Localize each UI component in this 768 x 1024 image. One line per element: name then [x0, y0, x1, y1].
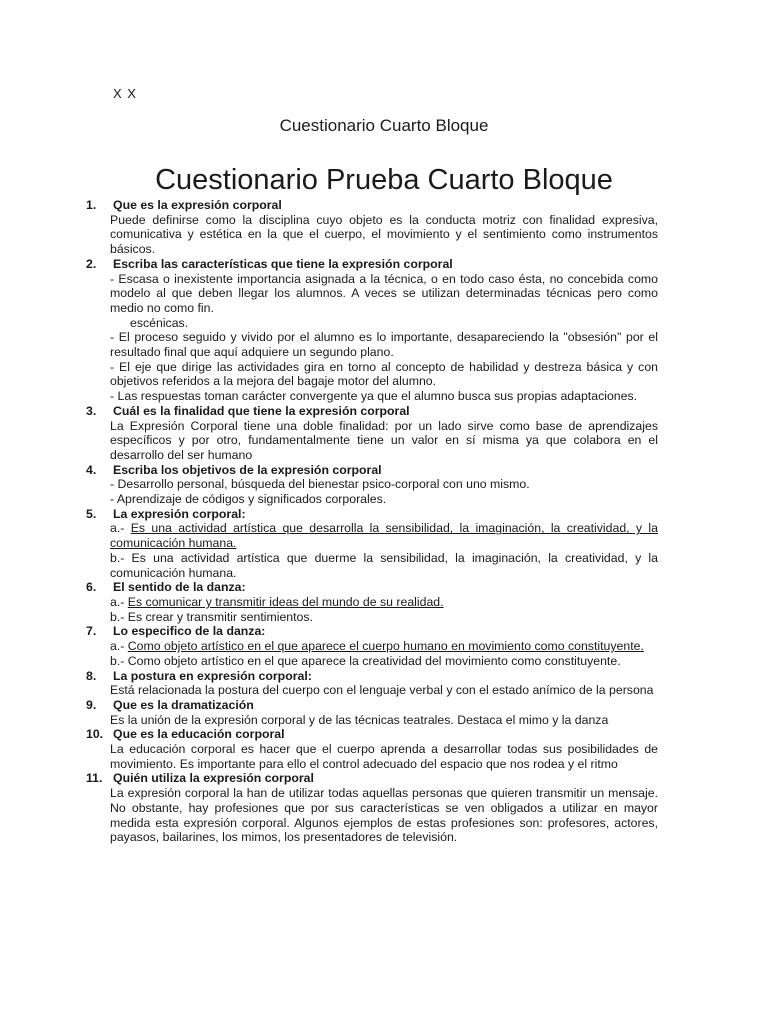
header-marker: X X	[113, 86, 137, 101]
question-heading	[86, 463, 658, 478]
question-heading	[86, 580, 658, 595]
answer-paragraph	[110, 330, 658, 359]
answer-paragraph	[110, 742, 658, 771]
question-number: 2.	[86, 256, 97, 271]
question-number: 9.	[86, 697, 97, 712]
question-number: 4.	[86, 462, 97, 477]
question-item	[86, 624, 658, 668]
question-heading	[86, 404, 658, 419]
answer-text: - Aprendizaje de códigos y significados corporales.	[110, 492, 387, 507]
answer-text: - Escasa o inexistente importancia asignada a la técnica, o en todo caso ésta, no concebida como modelo al que deben llegar los alumnos. A veces se utilizan determinadas técnicas pero como medio no como fin.	[110, 271, 658, 315]
answer-text: - El proceso seguido y vivido por el alumno es lo importante, desapareciendo la "obsesión" por el resultado final que aquí adquiere un segundo plano.	[110, 330, 658, 360]
question-number: 1.	[86, 198, 97, 212]
question-item	[86, 463, 658, 507]
answer-body	[86, 521, 658, 580]
question-heading-text: Cuál es la finalidad que tiene la expresión corporal	[113, 403, 410, 418]
question-number: 8.	[86, 668, 97, 683]
question-number: 6.	[86, 580, 97, 595]
answer-text: - Desarrollo personal, búsqueda del bienestar psico-corporal con uno mismo.	[110, 477, 530, 492]
question-item	[86, 507, 658, 581]
question-heading	[86, 257, 658, 272]
question-heading-text: Que es la expresión corporal	[113, 198, 282, 212]
question-item	[86, 771, 658, 845]
answer-paragraph	[110, 713, 658, 728]
answer-text: - El eje que dirige las actividades gira en torno al concepto de habilidad y destreza básica y con objetivos referidos a la mejora del bagaje motor del alumno.	[110, 359, 658, 389]
question-heading-text: Escriba las características que tiene la expresión corporal	[113, 256, 453, 271]
answer-body	[86, 477, 658, 506]
answer-paragraph	[110, 419, 658, 463]
answer-body	[86, 713, 658, 728]
answer-paragraph	[110, 272, 658, 316]
answer-text: - Las respuestas toman carácter convergente ya que el alumno busca sus propias adaptaciones.	[110, 389, 638, 404]
answer-paragraph	[110, 595, 658, 610]
question-heading-text: Escriba los objetivos de la expresión corporal	[113, 462, 382, 477]
question-item	[86, 669, 658, 698]
answer-paragraph	[110, 477, 658, 492]
answer-text: La expresión corporal la han de utilizar todas aquellas personas que quieren transmitir un mensaje. No obstante, hay profesiones que por sus características se ven obligados a utilizar en mayor medida esta expresión corporal. Algunos ejemplos de estas profesiones son: profesores, actores, payasos, bailarines, los mimos, los presentadores de televisión.	[110, 786, 658, 845]
question-heading-text: Quién utiliza la expresión corporal	[113, 771, 314, 786]
answer-body	[86, 213, 658, 257]
answer-paragraph	[110, 213, 658, 257]
answer-paragraph	[110, 610, 658, 625]
answer-body	[86, 639, 658, 668]
question-heading	[86, 698, 658, 713]
answer-text: La educación corporal es hacer que el cuerpo aprenda a desarrollar todas sus posibilidades de movimiento. Es importante para ello el control adecuado del espacio que nos rodea y el ritmo	[110, 742, 658, 771]
question-heading	[86, 198, 658, 213]
answer-paragraph	[110, 654, 658, 669]
answer-text: Es la unión de la expresión corporal y de las técnicas teatrales. Destaca el mimo y la danza	[110, 712, 609, 727]
answer-option-prefix: a.-	[110, 639, 128, 654]
question-heading	[86, 669, 658, 684]
answer-text: escénicas.	[130, 315, 189, 330]
question-heading-text: La postura en expresión corporal:	[113, 668, 312, 683]
question-heading-text: Que es la educación corporal	[113, 727, 285, 742]
question-heading-text: Lo especifico de la danza:	[113, 624, 266, 639]
answer-paragraph	[110, 521, 658, 550]
answer-paragraph	[110, 683, 658, 698]
question-list	[86, 198, 658, 845]
answer-option-prefix: a.-	[110, 521, 131, 536]
question-heading-text: El sentido de la danza:	[113, 580, 246, 595]
answer-paragraph	[110, 786, 658, 845]
question-item	[86, 404, 658, 463]
answer-paragraph	[110, 639, 658, 654]
question-number: 7.	[86, 624, 97, 639]
question-heading	[86, 727, 658, 742]
answer-body	[86, 742, 658, 771]
question-heading	[86, 624, 658, 639]
question-heading	[86, 771, 658, 786]
question-heading	[86, 507, 658, 522]
question-item	[86, 580, 658, 624]
answer-text: Está relacionada la postura del cuerpo con el lenguaje verbal y con el estado anímico de la persona	[110, 683, 654, 698]
answer-body	[86, 419, 658, 463]
question-item	[86, 698, 658, 727]
document-subtitle: Cuestionario Cuarto Bloque	[279, 116, 489, 135]
answer-option-prefix: a.-	[110, 594, 128, 609]
answer-text: b.- Es crear y transmitir sentimientos.	[110, 609, 313, 624]
answer-paragraph	[110, 360, 658, 389]
question-number: 10.	[86, 727, 104, 742]
answer-body	[86, 272, 658, 404]
answer-paragraph	[110, 492, 658, 507]
question-item	[86, 198, 658, 257]
answer-body	[86, 683, 658, 698]
question-item	[86, 727, 658, 771]
answer-selected-option: Es comunicar y transmitir ideas del mundo de su realidad.	[127, 594, 444, 609]
question-heading-text: Que es la dramatización	[113, 697, 254, 712]
answer-paragraph	[110, 389, 658, 404]
answer-paragraph	[110, 551, 658, 580]
answer-text: b.- Como objeto artístico en el que aparece la creatividad del movimiento como constituyente.	[110, 653, 621, 668]
answer-text: b.- Es una actividad artística que duerme la sensibilidad, la imaginación, la creatividad, y la comunicación humana.	[110, 550, 658, 580]
answer-selected-option: Como objeto artístico en el que aparece el cuerpo humano en movimiento como constituyente.	[127, 639, 644, 654]
answer-body	[86, 786, 658, 845]
question-number: 11.	[86, 771, 103, 786]
answer-selected-option: Es una actividad artística que desarrolla la sensibilidad, la imaginación, la creatividad, y la comunicación humana.	[110, 521, 658, 551]
answer-text: La Expresión Corporal tiene una doble finalidad: por un lado sirve como base de aprendizajes específicos y por otro, fundamentalmente tiene un valor en sí misma ya que colabora en el desarrollo del ser humano	[110, 418, 658, 462]
answer-body	[86, 595, 658, 624]
question-number: 3.	[86, 403, 97, 418]
document-title: Cuestionario Prueba Cuarto Bloque	[155, 164, 613, 196]
answer-text: Puede definirse como la disciplina cuyo objeto es la conducta motriz con finalidad expresiva, comunicativa y estética en la que el cuerpo, el movimiento y el sentimiento como instrumentos básicos.	[110, 212, 658, 257]
question-number: 5.	[86, 506, 97, 521]
question-item	[86, 257, 658, 404]
question-heading-text: La expresión corporal:	[113, 506, 246, 521]
answer-paragraph	[110, 316, 658, 331]
